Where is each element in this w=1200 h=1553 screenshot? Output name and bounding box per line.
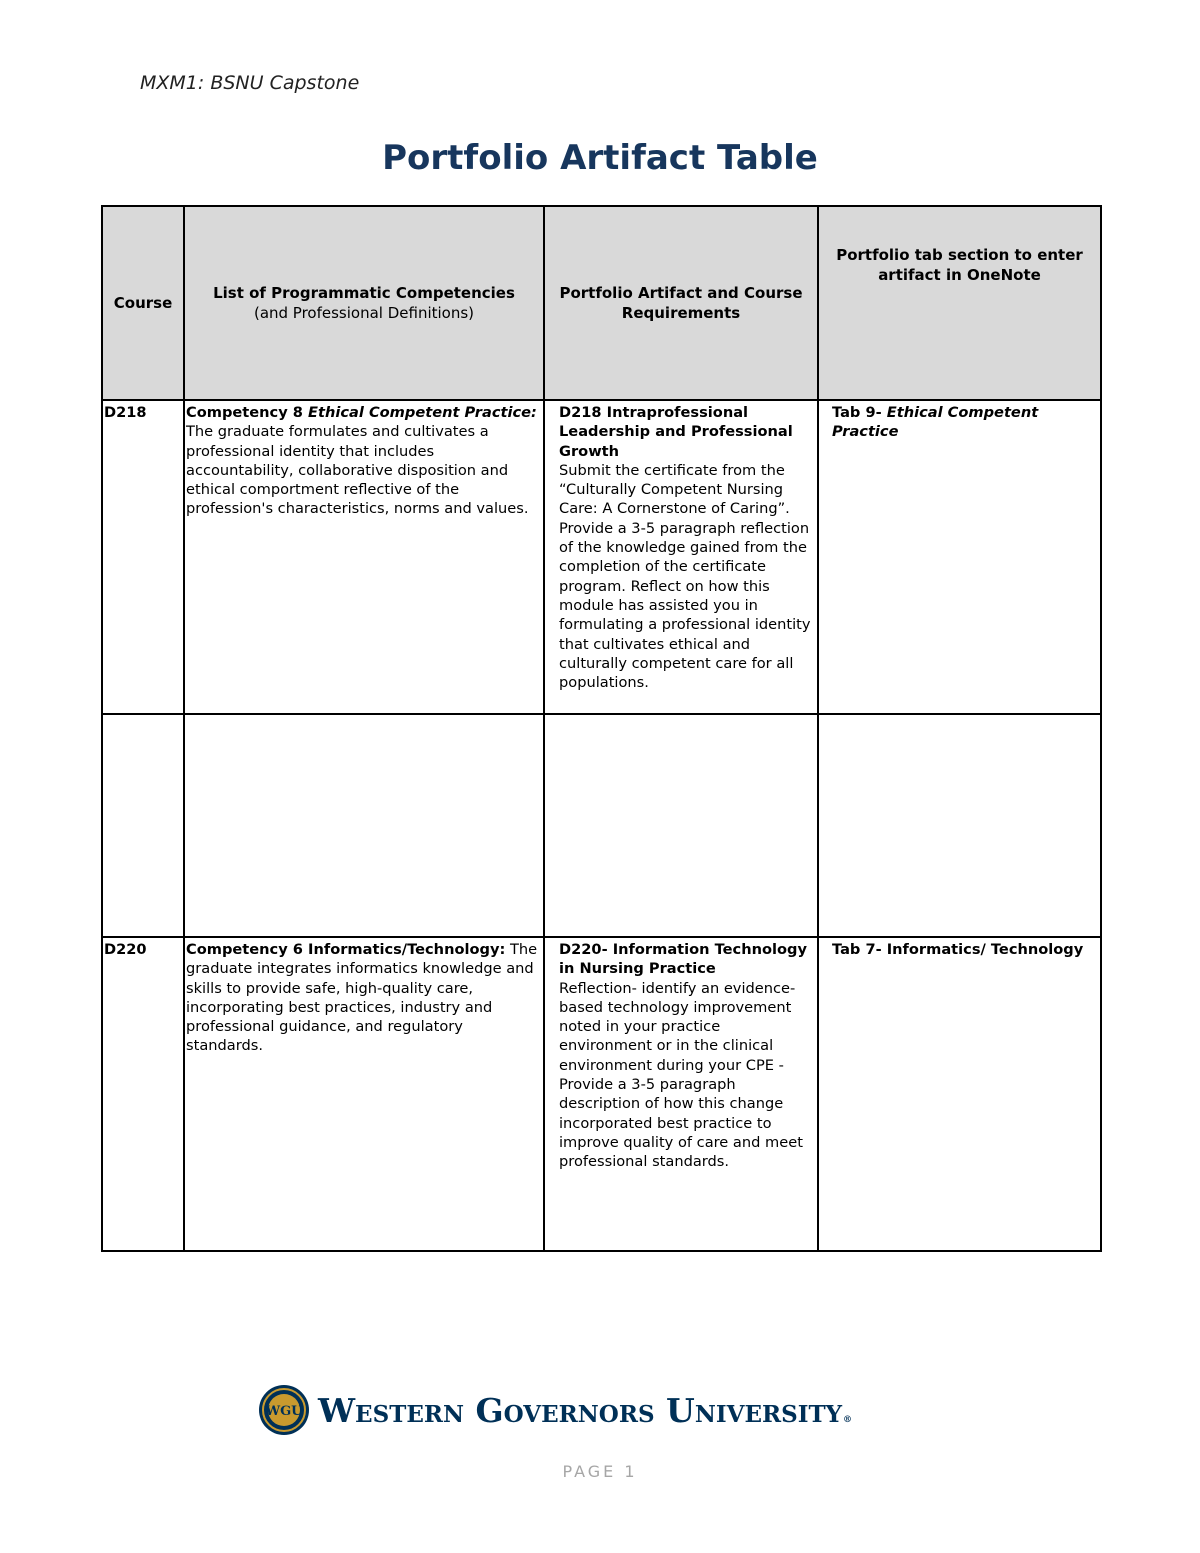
table-row-empty	[102, 714, 1101, 937]
empty-cell	[184, 714, 544, 937]
seal-lettering: WGU	[265, 1404, 303, 1419]
competency-label: Competency 6 Informatics/Technology:	[186, 941, 506, 958]
header-competencies-subtitle: (and Professional Definitions)	[253, 304, 475, 322]
page-number: PAGE 1	[562, 1462, 638, 1481]
competency-cell	[184, 400, 544, 714]
wgu-logo	[258, 1384, 852, 1436]
table-row	[102, 400, 1101, 714]
header-course: Course	[102, 206, 184, 400]
tab-cell	[818, 937, 1101, 1251]
header-competencies	[184, 206, 544, 400]
header-competencies-title: List of Programmatic Competencies	[213, 284, 515, 302]
course-cell: D220	[102, 937, 184, 1251]
table-row	[102, 937, 1101, 1251]
competency-name: Ethical Competent Practice:	[308, 404, 537, 421]
artifact-cell	[544, 400, 818, 714]
header-artifact: Portfolio Artifact and Course Requirements	[544, 206, 818, 400]
tab-name: Ethical Competent Practice	[832, 404, 1039, 441]
competency-definition: The graduate integrates informatics knowledge and skills to provide safe, high-quality care, incorporating best practices, industry and professional guidance, and regulatory standards.	[186, 941, 538, 1055]
artifact-requirements: Submit the certificate from the “Culturally Competent Nursing Care: A Cornerstone of Caring”. Provide a 3-5 paragraph reflection of the knowledge gained from the completion of the certificate program. Reflect on how this module has assisted you in formulating a professional identity that cultivates ethical and culturally competent care for all populations.	[559, 461, 811, 692]
competency-label: Competency 8	[186, 404, 309, 421]
competency-cell	[184, 937, 544, 1251]
competency-definition: The graduate formulates and cultivates a professional identity that includes accountability, collaborative disposition and ethical comportment reflective of the profession's characteristics, norms and values.	[186, 423, 529, 518]
running-header: MXM1: BSNU Capstone	[140, 72, 360, 94]
artifact-title: D220- Information Technology in Nursing Practice	[559, 941, 807, 978]
page-title: Portfolio Artifact Table	[382, 138, 818, 178]
empty-cell	[102, 714, 184, 937]
portfolio-artifact-table	[101, 205, 1102, 1252]
artifact-title: D218 Intraprofessional Leadership and Professional Growth	[559, 404, 793, 460]
header-tab-section: Portfolio tab section to enter artifact in OneNote	[818, 206, 1101, 400]
wgu-seal-icon	[258, 1384, 310, 1436]
empty-cell	[818, 714, 1101, 937]
course-cell: D218	[102, 400, 184, 714]
tab-cell	[818, 400, 1101, 714]
table-header-row	[102, 206, 1101, 400]
artifact-cell	[544, 937, 818, 1251]
artifact-requirements: Reflection- identify an evidence-based technology improvement noted in your practice environment or in the clinical environment during your CPE - Provide a 3-5 paragraph description of how this change incorporated best practice to improve quality of care and meet professional standards.	[559, 979, 803, 1171]
logo-wordmark	[318, 1391, 852, 1430]
tab-label: Tab 9-	[832, 404, 887, 421]
empty-cell	[544, 714, 818, 937]
tab-label: Tab 7- Informatics/ Technology	[832, 941, 1084, 958]
logo-wordmark-text: Western Governors University	[318, 1390, 843, 1430]
registered-mark: ®	[843, 1414, 853, 1425]
